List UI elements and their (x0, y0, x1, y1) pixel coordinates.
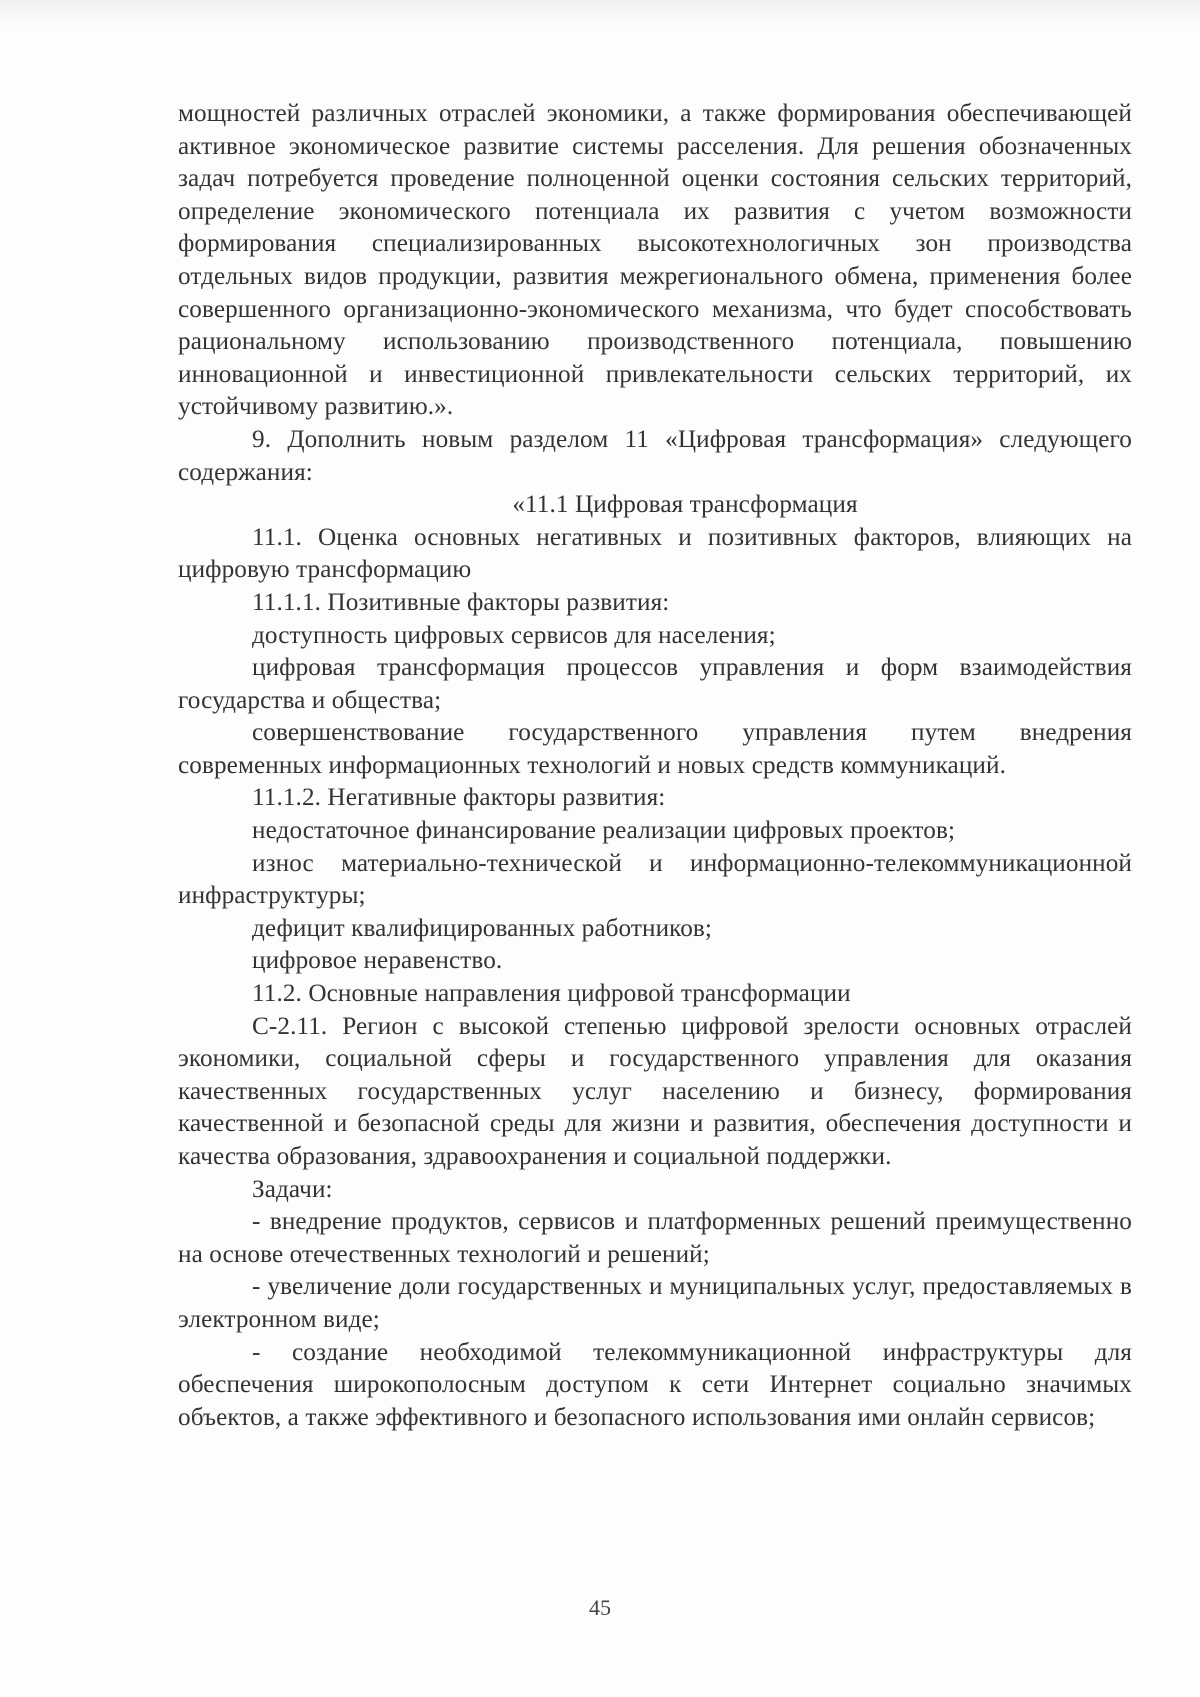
list-item: доступность цифровых сервисов для населения; (252, 621, 776, 649)
list-item: дефицит квалифицированных работников; (252, 914, 713, 942)
document-body (178, 98, 1132, 1434)
task-item: - внедрение продуктов, сервисов и платформенных решений преимущественно на основе отечественных технологий и решений; (178, 1208, 1132, 1268)
subsection-heading-11-2: 11.2. Основные направления цифровой трансформации (252, 980, 851, 1008)
subsection-heading-11-1: 11.1. Оценка основных негативных и позитивных факторов, влияющих на цифровую трансформацию (178, 523, 1132, 584)
list-item: цифровая трансформация процессов управления и форм взаимодействия государства и общества; (178, 654, 1132, 714)
list-item: цифровое неравенство. (252, 947, 503, 975)
paragraph-continuation: мощностей различных отраслей экономики, а также формирования обеспечивающей активное экономическое развитие системы расселения. Для решения обозначенных задач потребуется проведение полноценной оценки состояния сельских территорий, определение экономического потенциала их развития с учетом возможности формирования специализированных высокотехнологичных зон производства отдельных видов продукции, развития межрегионального обмена, применения более совершенного организационно-экономического механизма, что будет способствовать рациональному использованию производственного потенциала, повышению инновационной и инвестиционной привлекательности сельских территорий, их устойчивому развитию.». (178, 100, 1132, 421)
list-item: недостаточное финансирование реализации цифровых проектов; (252, 817, 956, 845)
scan-edge-shadow (0, 0, 1200, 30)
task-item: - создание необходимой телекоммуникационной инфраструктуры для обеспечения широкополосным доступом к сети Интернет социально значимых объектов, а также эффективного и безопасного использования ими онлайн сервисов; (178, 1338, 1132, 1431)
section-title: «11.1 Цифровая трансформация (512, 491, 858, 519)
subsection-heading-11-1-1: 11.1.1. Позитивные факторы развития: (252, 588, 670, 616)
page-number: 45 (589, 1595, 611, 1620)
list-item: совершенствование государственного управления путем внедрения современных информационных технологий и новых средств коммуникаций. (178, 719, 1132, 779)
list-item: износ материально-технической и информационно-телекоммуникационной инфраструктуры; (178, 849, 1132, 910)
tasks-label: Задачи: (252, 1175, 333, 1203)
task-item: - увеличение доли государственных и муниципальных услуг, предоставляемых в электронном виде; (178, 1273, 1132, 1333)
goal-paragraph: С-2.11. Регион с высокой степенью цифровой зрелости основных отраслей экономики, социальной сферы и государственного управления для оказания качественных государственных услуг населению и бизнесу, формирования качественной и безопасной среды для жизни и развития, обеспечения доступности и качества образования, здравоохранения и социальной поддержки. (178, 1012, 1132, 1170)
subsection-heading-11-1-2: 11.1.2. Негативные факторы развития: (252, 784, 666, 812)
paragraph-amendment-9: 9. Дополнить новым разделом 11 «Цифровая трансформация» следующего содержания: (178, 425, 1132, 486)
